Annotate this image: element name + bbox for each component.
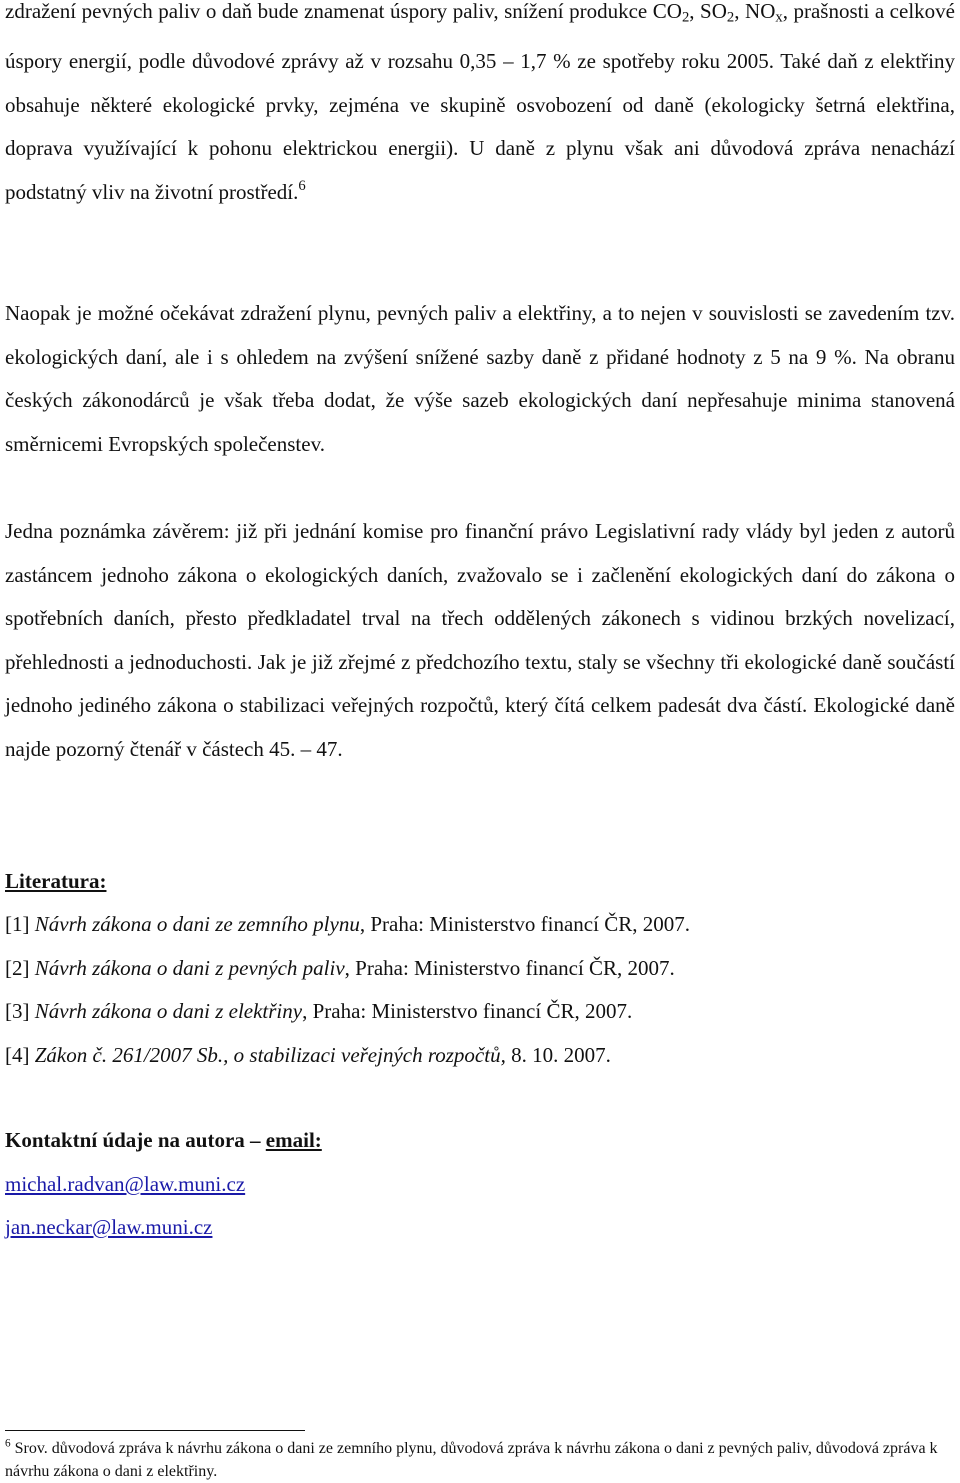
literature-heading: Literatura: (5, 869, 107, 893)
literature-list (5, 903, 955, 1077)
paragraph-price-increase: Naopak je možné očekávat zdražení plynu, pevných paliv a elektřiny, a to nejen v souvislosti se zavedením tzv. ekologických daní, ale i s ohledem na zvýšení snížené sazby daně z přidané hodnoty z 5 na 9 %. Na obranu českých zákonodárců je však třeba dodat, že výše sazeb ekologických daní nepřesahuje minima stanovená směrnicemi Evropských společenstev. (5, 301, 955, 456)
contact-heading: Kontaktní údaje na autora – email: (5, 1128, 322, 1152)
paragraph-ecological-effects: zdražení pevných paliv o daň bude znamenat úspory paliv, snížení produkce $CO_2$, $SO_2$, $NO_x$, prašnosti a celkové úspory energií, podle důvodové zprávy až v rozsahu 0,35 – 1,7 % ze spotřeby roku 2005. Také daň z elektřiny obsahuje některé ekologické prvky, zejména ve skupině osvobození od daně (ekologicky šetrná elektřina, doprava využívající k pohonu elektrickou energii). U daně z plynu však ani důvodová zpráva nenachází podstatný vliv na životní prostředí.$^6$ (5, 0, 955, 204)
footnote-ref-6[interactable]: 6 (298, 177, 306, 194)
subscript-so2: 2 (726, 9, 735, 26)
email-link-radvan[interactable]: michal.radvan@law.muni.cz (5, 1172, 246, 1196)
paragraph-conclusion: Jedna poznámka závěrem: již při jednání komise pro finanční právo Legislativní rady vlády byl jeden z autorů zastáncem jednoho zákona o ekologických daních, zvažovalo se i začlenění ekologických daní do zákona o spotřebních daních, přesto předkladatel trval na třech oddělených zákonech s vidinou brzkých novelizací, přehlednosti a jednoduchosti. Jak je již zřejmé z předchozího textu, staly se všechny tři ekologické daně součástí jednoho jediného zákona o stabilizaci veřejných rozpočtů, který čítá celkem padesát dva částí. Ekologické daně najde pozorný čtenář v částech 45. – 47. (5, 519, 955, 761)
literature-item: [1] Návrh zákona o dani ze zemního plynu, Praha: Ministerstvo financí ČR, 2007. (5, 912, 690, 936)
literature-item: [4] Zákon č. 261/2007 Sb., o stabilizaci veřejných rozpočtů, 8. 10. 2007. (5, 1042, 611, 1067)
subscript-nox: x (775, 9, 783, 26)
literature-item: [2] Návrh zákona o dani z pevných paliv, Praha: Ministerstvo financí ČR, 2007. (5, 955, 675, 980)
footnote-6: $^6$ Srov. důvodová zpráva k návrhu zákona o dani ze zemního plynu, důvodová zpráva k návrhu zákona o dani z pevných paliv, důvodová zpráva k návrhu zákona o dani z elektřiny. (5, 1437, 938, 1480)
literature-item: [3] Návrh zákona o dani z elektřiny, Praha: Ministerstvo financí ČR, 2007. (5, 999, 633, 1023)
footnote-separator (5, 1430, 305, 1431)
email-link-neckar[interactable]: jan.neckar@law.muni.cz (5, 1215, 213, 1239)
subscript-co2: 2 (681, 9, 690, 26)
